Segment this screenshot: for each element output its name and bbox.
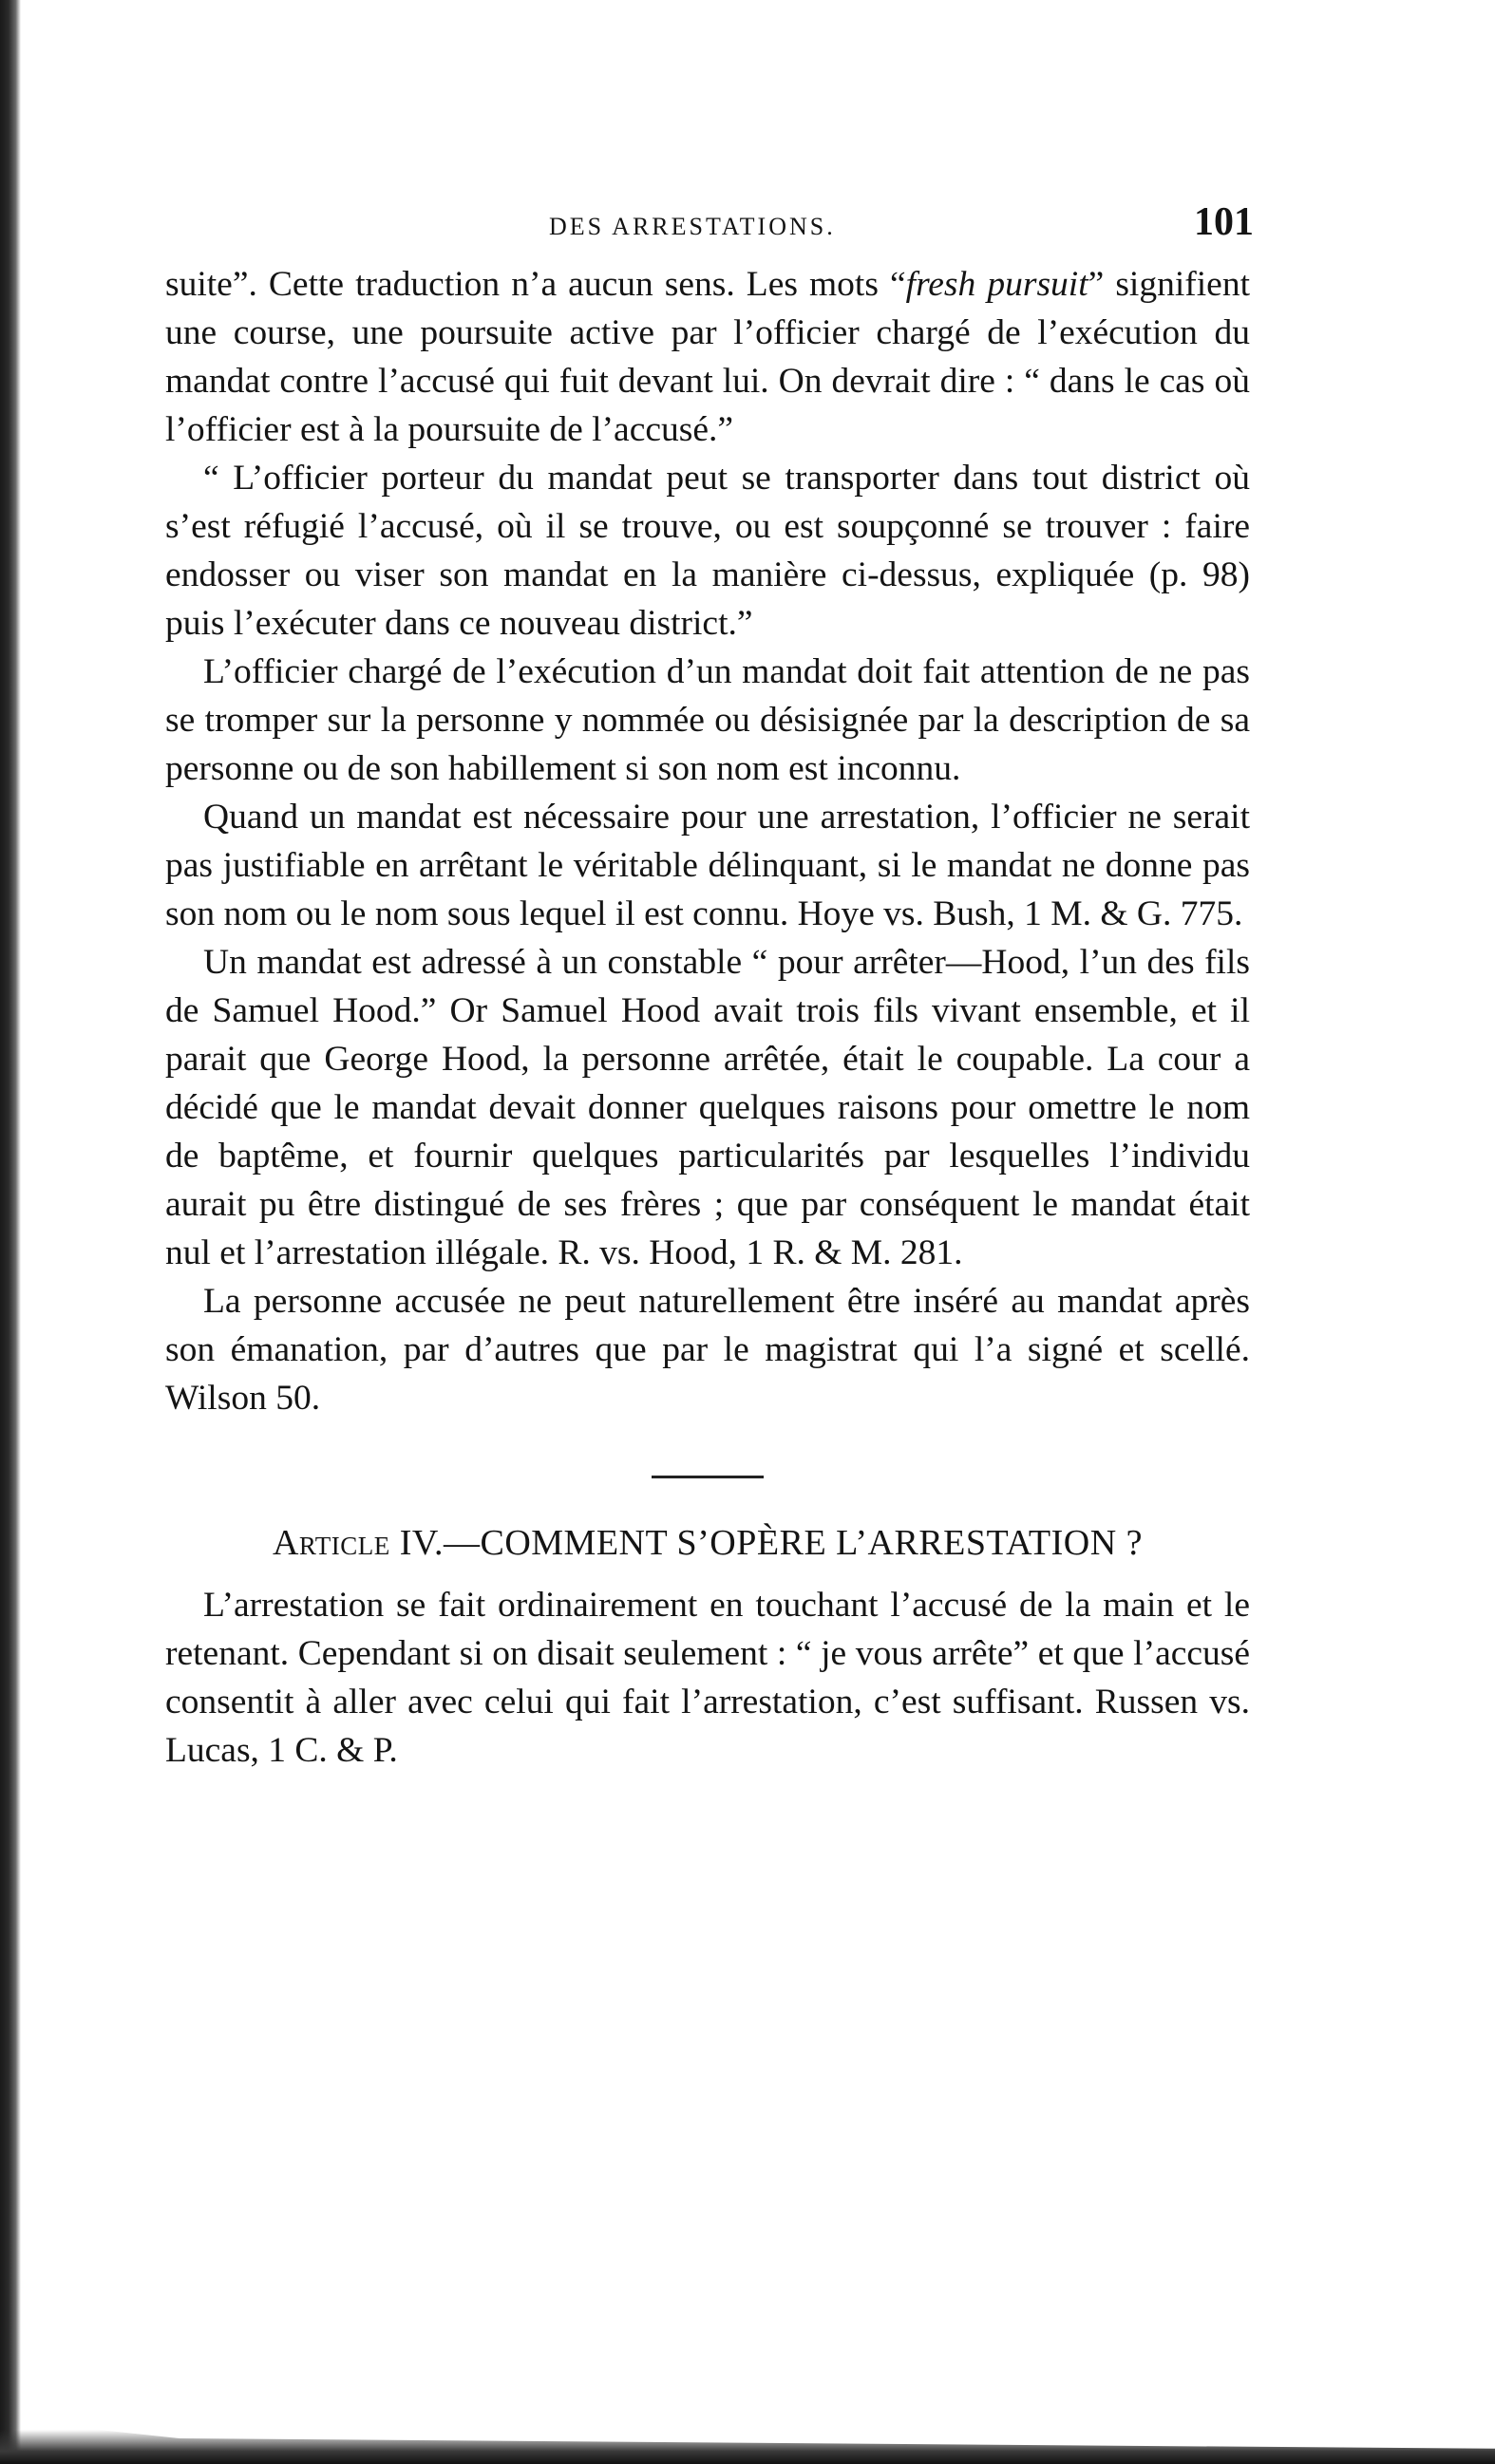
paragraph-5: Un mandat est adressé à un constable “ pour arrêter—Hood, l’un des fils de Samuel Hood.” Or Samuel Hood avait trois fils vivant ensemble, et il parait que George Hood, la personne arrêtée, était le coupable. La cour a décidé que le mandat devait donner quelques raisons pour omettre le nom de baptême, et fournir quelques particularités par lesquelles l’individu aurait pu être distingué de ses frères ; que par conséquent le mandat était nul et l’arrestation illégale. R. vs. Hood, 1 R. & M. 281. [165,943,1250,1272]
article-title: IV.—COMMENT S’OPÈRE L’ARRESTATION ? [399,1523,1144,1563]
paragraph-6: La personne accusée ne peut naturellement être inséré au mandat après son émanation, par d’autres que par le magistrat qui l’a signé et scellé. Wilson 50. [165,1282,1250,1418]
paragraph-1-end: ” signifient une course, une poursuite active par l’officier chargé de l’exécution du mandat contre l’accusé qui fuit devant lui. On devrait dire : “ dans le cas où l’officier est à la poursuite de l’accusé.” [165,265,1250,449]
paragraph-1-start: suite”. Cette traduction n’a aucun sens. Les mots “ [165,265,906,304]
paragraph-1 [165,260,1250,454]
paragraph-3: L’officier chargé de l’exécution d’un mandat doit fait attention de ne pas se tromper sur la personne y nommée ou désisignée par la description de sa personne ou de son habillement si son nom est inconnu. [165,652,1250,788]
paragraph-7: L’arrestation se fait ordinairement en touchant l’accusé de la main et le retenant. Cependant si on disait seulement : “ je vous arrête” et que l’accusé consentit à aller avec celui qui fait l’arrestation, c’est suffisant. Russen vs. Lucas, 1 C. & P. [165,1586,1250,1770]
running-header [165,199,1254,260]
book-binding-edge [0,0,21,2464]
article-body [165,1581,1250,1775]
book-page [165,199,1254,1775]
body-text [165,260,1250,1422]
article-label: Article [272,1523,390,1563]
article-heading [165,1518,1250,1568]
paragraph-2: “ L’officier porteur du mandat peut se transporter dans tout district où s’est réfugié l’accusé, où il se trouve, ou est soupçonné se trouver : faire endosser ou viser son mandat en la manière ci-dessus, expliquée (p. 98) puis l’exécuter dans ce nouveau district.” [165,459,1250,643]
running-title: DES ARRESTATIONS. [549,213,836,240]
section-divider [652,1476,764,1478]
page-number: 101 [1194,200,1254,244]
paragraph-4: Quand un mandat est nécessaire pour une arrestation, l’officier ne serait pas justifiable en arrêtant le véritable délinquant, si le mandat ne donne pas son nom ou le nom sous lequel il est connu. Hoye vs. Bush, 1 M. & G. 775. [165,798,1250,933]
emphasis-fresh-pursuit: fresh pursuit [905,265,1088,304]
book-binding-shadow [0,2379,1495,2464]
